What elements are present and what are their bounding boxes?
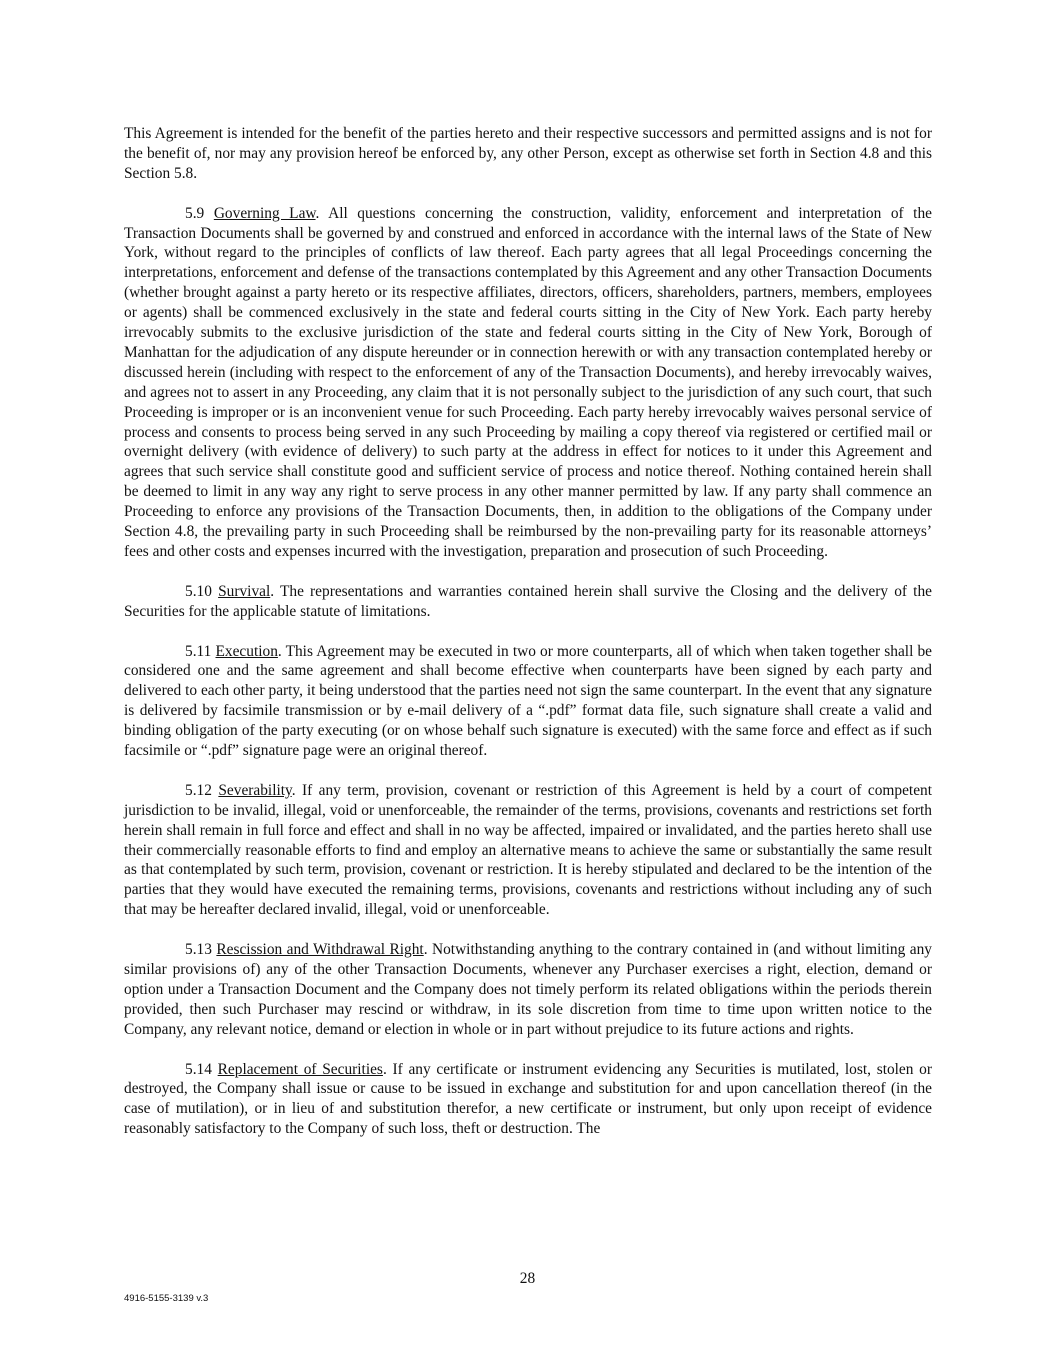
section-5-12 <box>124 781 932 920</box>
section-heading: Replacement of Securities <box>217 1060 383 1078</box>
section-heading: Rescission and Withdrawal Right <box>216 941 424 959</box>
section-5-13 <box>124 940 932 1040</box>
section-body: . If any term, provision, covenant or restriction of this Agreement is held by a court of competent jurisdiction to be invalid, illegal, void or unenforceable, the remainder of the terms, provisions, covenants and restrictions set forth herein shall remain in full force and effect and shall in no way be affected, impaired or invalidated, and the parties hereto shall use their commercially reasonable efforts to find and employ an alternative means to achieve the same or substantially the same result as that contemplated by such term, provision, covenant or restriction. It is hereby stipulated and declared to be the intention of the parties that they would have executed the remaining terms, provisions, covenants and restrictions without including any of such that may be hereafter declared invalid, illegal, void or unenforceable. <box>124 781 932 919</box>
section-number: 5.12 <box>185 781 212 799</box>
section-5-11 <box>124 642 932 761</box>
section-heading: Execution <box>215 642 278 660</box>
section-number: 5.9 <box>185 204 205 222</box>
section-heading: Governing Law <box>213 204 316 222</box>
document-id: 4916-5155-3139 v.3 <box>124 1293 209 1304</box>
intro-paragraph: This Agreement is intended for the benefit of the parties hereto and their respective successors and permitted assigns and is not for the benefit of, nor may any provision hereof be enforced by, any other Person, except as otherwise set forth in Section 4.8 and this Section 5.8. <box>124 125 932 182</box>
section-body: . This Agreement may be executed in two or more counterparts, all of which when taken together shall be considered one and the same agreement and shall become effective when counterparts have been signed by each party and delivered to each other party, it being understood that the parties need not sign the same counterpart. In the event that any signature is delivered by facsimile transmission or by e-mail delivery of a “.pdf” format data file, such signature shall create a valid and binding obligation of the party executing (or on whose behalf such signature is executed) with the same force and effect as if such facsimile or “.pdf” signature page were an original thereof. <box>124 642 932 760</box>
section-body: . Notwithstanding anything to the contrary contained in (and without limiting any similar provisions of) any of the other Transaction Documents, whenever any Purchaser exercises a right, election, demand or option under a Transaction Document and the Company does not timely perform its related obligations within the periods therein provided, then such Purchaser may rescind or withdraw, in its sole discretion from time to time upon written notice to the Company, any relevant notice, demand or election in whole or in part without prejudice to its future actions and rights. <box>124 941 932 1038</box>
section-5-10 <box>124 582 932 622</box>
section-number: 5.14 <box>185 1060 212 1078</box>
section-5-9 <box>124 204 932 562</box>
page-number: 28 <box>519 1270 536 1287</box>
section-5-14 <box>124 1060 932 1140</box>
section-body: . If any certificate or instrument evidencing any Securities is mutilated, lost, stolen or destroyed, the Company shall issue or cause to be issued in exchange and substitution for and upon cancellation thereof (in the case of mutilation), or in lieu of and substitution therefor, a new certificate or instrument, but only upon receipt of evidence reasonably satisfactory to the Company of such loss, theft or destruction. The <box>124 1060 932 1138</box>
document-page <box>124 124 932 1159</box>
section-body: . All questions concerning the construction, validity, enforcement and interpretation of the Transaction Documents shall be governed by and construed and enforced in accordance with the internal laws of the State of New York, without regard to the principles of conflicts of law thereof. Each party agrees that all legal Proceedings concerning the interpretations, enforcement and defense of the transactions contemplated by this Agreement and any other Transaction Documents (whether brought against a party hereto or its respective affiliates, directors, officers, shareholders, partners, members, employees or agents) shall be commenced exclusively in the state and federal courts sitting in the City of New York. Each party hereby irrevocably submits to the exclusive jurisdiction of the state and federal courts sitting in the City of New York, Borough of Manhattan for the adjudication of any dispute hereunder or in connection herewith or with any transaction contemplated hereby or discussed herein (including with respect to the enforcement of any of the Transaction Documents), and hereby irrevocably waives, and agrees not to assert in any Proceeding, any claim that it is not personally subject to the jurisdiction of any such court, that such Proceeding is improper or is an inconvenient venue for such Proceeding. Each party hereby irrevocably waives personal service of process and consents to process being served in any such Proceeding by mailing a copy thereof via registered or certified mail or overnight delivery (with evidence of delivery) to such party at the address in effect for notices to it under this Agreement and agrees that such service shall constitute good and sufficient service of process and notice thereof. Nothing contained herein shall be deemed to limit in any way any right to serve process in any other manner permitted by law. If any party shall commence an Proceeding to enforce any provisions of the Transaction Documents, then, in addition to the obligations of the Company under Section 4.8, the prevailing party in such Proceeding shall be reimbursed by the non-prevailing party for its reasonable attorneys’ fees and other costs and expenses incurred with the investigation, preparation and prosecution of such Proceeding. <box>124 204 932 561</box>
section-heading: Severability <box>218 781 292 799</box>
section-number: 5.10 <box>185 582 212 600</box>
section-number: 5.11 <box>185 642 212 660</box>
section-heading: Survival <box>218 582 271 600</box>
section-number: 5.13 <box>185 941 212 959</box>
section-body: . The representations and warranties contained herein shall survive the Closing and the delivery of the Securities for the applicable statute of limitations. <box>124 582 932 620</box>
